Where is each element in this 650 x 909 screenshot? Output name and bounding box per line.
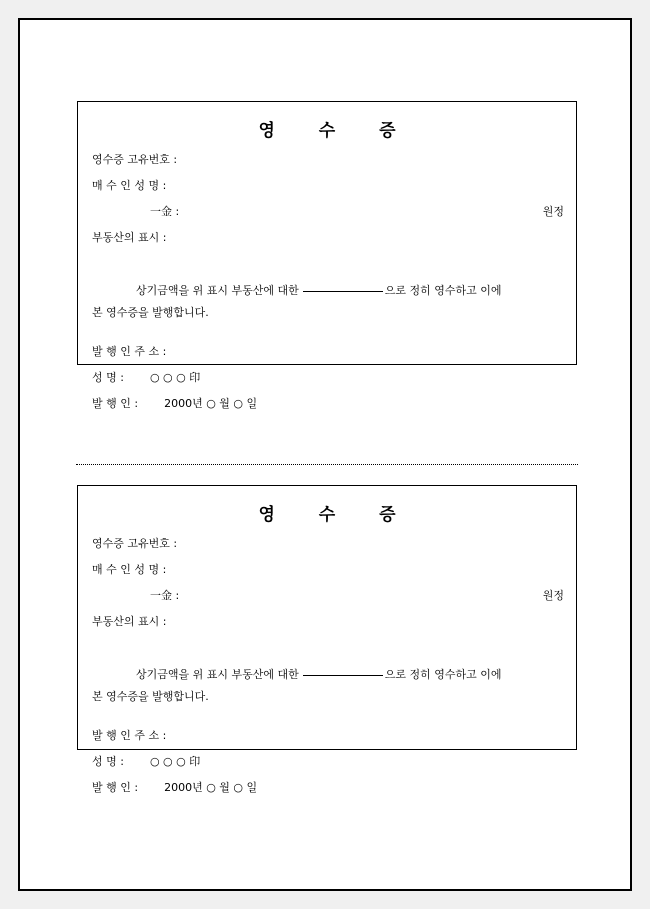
issuer-name-value: ○ ○ ○ 印	[149, 755, 201, 768]
amount-label: 一金 :	[150, 589, 180, 602]
receipt-statement	[92, 664, 564, 708]
issuer-date-label: 발 행 인 :	[92, 781, 139, 794]
amount-suffix: 원정	[542, 589, 564, 602]
page-inner	[20, 20, 630, 889]
statement-part-1: 상기금액을 위 표시 부동산에 대한	[136, 284, 299, 297]
issuer-date-label: 발 행 인 :	[92, 397, 139, 410]
issuer-name-label: 성 명 :	[92, 371, 124, 384]
issuer-date-value: 2000년 ○ 월 ○ 일	[164, 397, 258, 410]
statement-part-1: 상기금액을 위 표시 부동산에 대한	[136, 668, 299, 681]
issuer-name-row	[92, 756, 200, 767]
statement-blank-field[interactable]	[303, 675, 383, 676]
issuer-address-row	[92, 730, 192, 741]
property-description-label: 부동산의 표시 :	[92, 615, 167, 628]
buyer-name-label: 매 수 인 성 명 :	[92, 179, 167, 192]
statement-part-3: 본 영수증을 발행합니다.	[92, 690, 209, 703]
amount-label: 一金 :	[150, 205, 180, 218]
issuer-date-row	[92, 782, 257, 793]
receipt-title: 영 수 증	[258, 505, 415, 525]
buyer-name-label: 매 수 인 성 명 :	[92, 563, 167, 576]
receipt-statement	[92, 280, 564, 324]
issuer-date-value: 2000년 ○ 월 ○ 일	[164, 781, 258, 794]
issuer-date-row	[92, 398, 257, 409]
issuer-address-label: 발 행 인 주 소 :	[92, 729, 167, 742]
statement-part-2: 으로 정히 영수하고 이에	[384, 668, 502, 681]
issuer-address-label: 발 행 인 주 소 :	[92, 345, 167, 358]
cut-line-divider	[76, 464, 578, 465]
receipt-body	[78, 102, 576, 410]
receipt-copy-2	[77, 485, 577, 794]
issuer-name-value: ○ ○ ○ 印	[149, 371, 201, 384]
issuer-name-label: 성 명 :	[92, 755, 124, 768]
receipt-title: 영 수 증	[258, 121, 415, 141]
issuer-name-row	[92, 372, 200, 383]
receipt-body	[78, 486, 576, 794]
statement-blank-field[interactable]	[303, 291, 383, 292]
amount-suffix: 원정	[542, 205, 564, 218]
receipt-number-label: 영수증 고유번호 :	[92, 537, 178, 550]
issuer-address-row	[92, 346, 192, 357]
receipt-number-label: 영수증 고유번호 :	[92, 153, 178, 166]
property-description-label: 부동산의 표시 :	[92, 231, 167, 244]
receipt-copy-1	[77, 101, 577, 410]
document-page	[18, 18, 632, 891]
statement-part-3: 본 영수증을 발행합니다.	[92, 306, 209, 319]
statement-part-2: 으로 정히 영수하고 이에	[384, 284, 502, 297]
